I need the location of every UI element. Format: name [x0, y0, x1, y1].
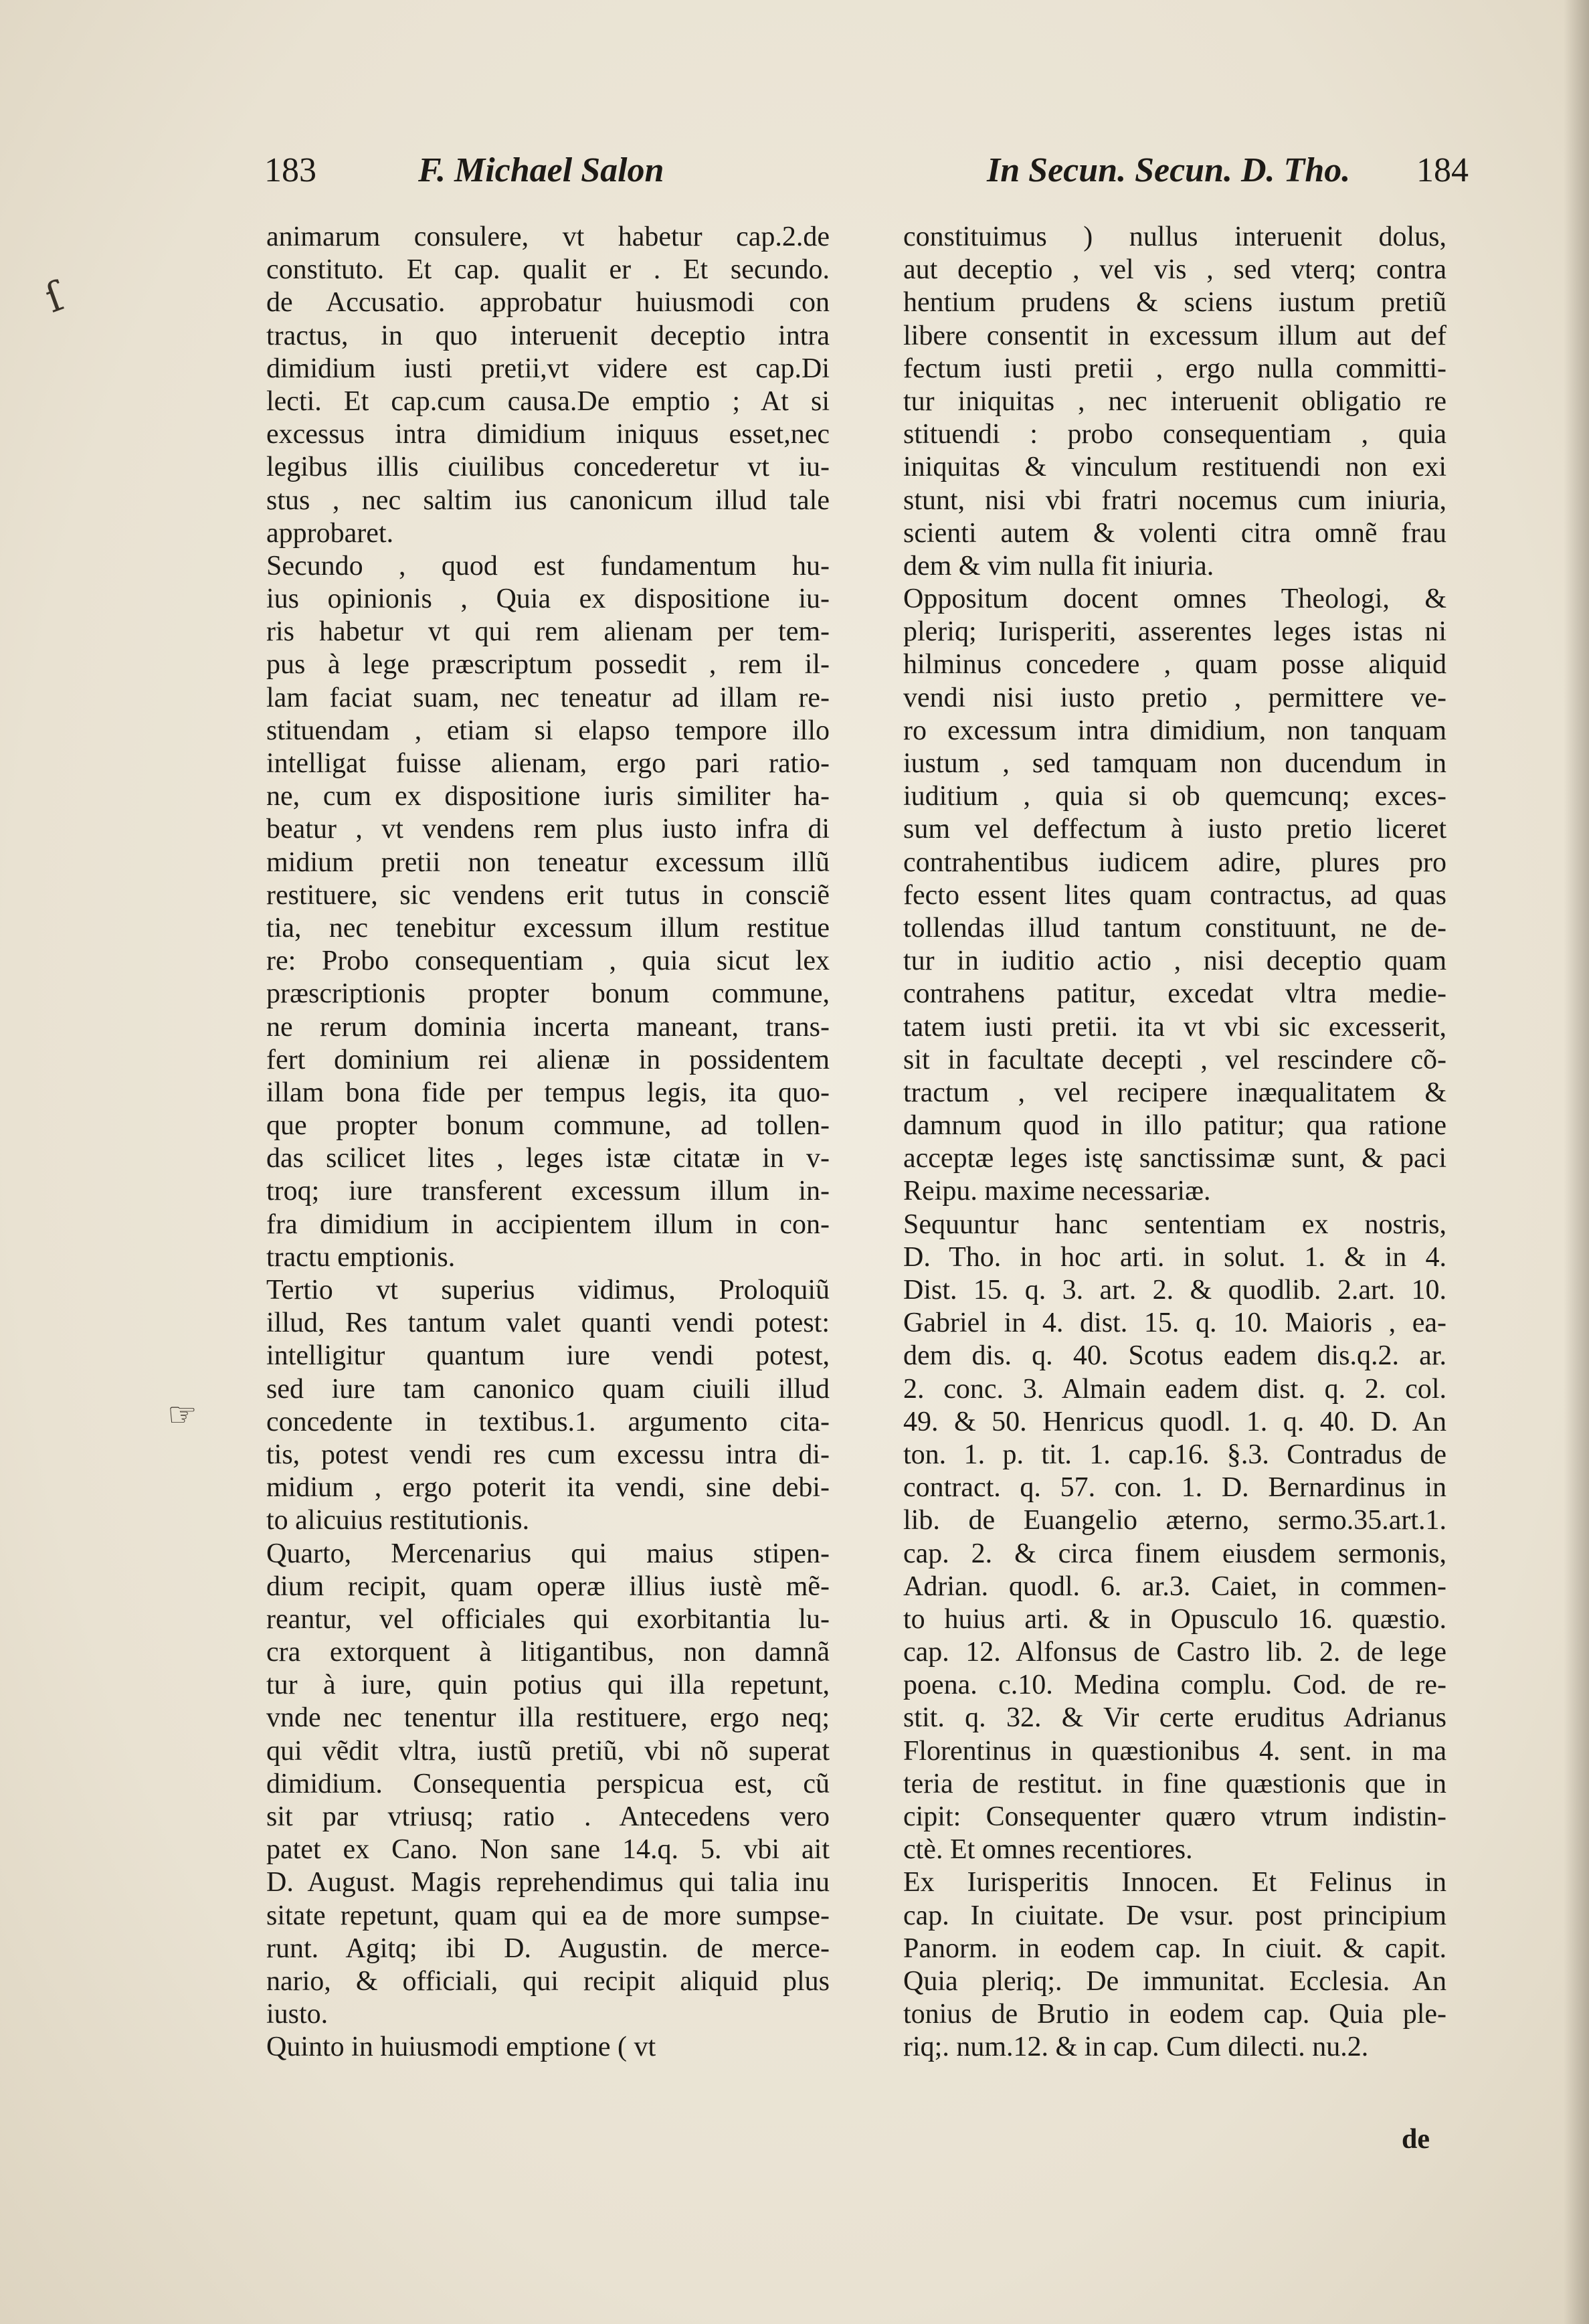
- text-line: excessus intra dimidium iniquus esset,nec: [266, 419, 830, 450]
- text-line: sed iure tam canonico quam ciuili illud: [266, 1373, 830, 1405]
- text-line: stus , nec saltim ius canonicum illud tale: [266, 484, 830, 516]
- text-line: vnde nec tenentur illa restituere, ergo neq;: [266, 1702, 830, 1734]
- text-line: D. August. Magis reprehendimus qui talia inu: [266, 1867, 830, 1898]
- text-line: vendi nisi iusto pretio , permittere ve-: [903, 682, 1446, 713]
- text-line: Sequuntur hanc sententiam ex nostris,: [903, 1209, 1446, 1240]
- text-line: dimidium. Consequentia perspicua est, cũ: [266, 1768, 830, 1799]
- text-line: constituto. Et cap. qualit er . Et secundo.: [266, 254, 830, 286]
- text-line: fra dimidium in accipientem illum in con-: [266, 1209, 830, 1240]
- text-line: nario, & officiali, qui recipit aliquid plus: [266, 1965, 830, 1997]
- text-line: acceptæ leges istę sanctissimæ sunt, & paci: [903, 1143, 1446, 1174]
- text-line: cap. 12. Alfonsus de Castro lib. 2. de lege: [903, 1637, 1446, 1668]
- text-line: das scilicet lites , leges istæ citatæ in v-: [266, 1143, 830, 1174]
- text-line: to alicuius restitutionis.: [266, 1505, 530, 1536]
- text-line: constituimus ) nullus interuenit dolus,: [903, 221, 1446, 252]
- text-line: contract. q. 57. con. 1. D. Bernardinus in: [903, 1472, 1446, 1504]
- text-line: cap. In ciuitate. De vsur. post principium: [903, 1900, 1446, 1931]
- text-line: tatem iusti pretii. ita vt vbi sic excesserit,: [903, 1011, 1446, 1043]
- text-line: fecto essent lites quam contractus, ad quas: [903, 879, 1446, 911]
- text-line: dem & vim nulla fit iniuria.: [903, 550, 1214, 582]
- text-line: Adrian. quodl. 6. ar.3. Caiet, in commen-: [903, 1571, 1446, 1602]
- text-line: stunt, nisi vbi fratri nocemus cum iniuria,: [903, 484, 1446, 516]
- text-line: ton. 1. p. tit. 1. cap.16. §.3. Contradus de: [903, 1439, 1446, 1470]
- text-line: Tertio vt superius vidimus, Proloquiũ: [266, 1275, 830, 1306]
- text-line: ne, cum ex dispositione iuris similiter ha-: [266, 781, 830, 812]
- text-line: Quia pleriq;. De immunitat. Ecclesia. An: [903, 1965, 1446, 1997]
- text-line: lam faciat suam, nec teneatur ad illam re-: [266, 682, 830, 713]
- text-line: reantur, vel officiales qui exorbitantia lu-: [266, 1603, 830, 1635]
- text-line: pleriq; Iurisperiti, asserentes leges istas ni: [903, 616, 1446, 648]
- text-line: midium pretii non teneatur excessum illũ: [266, 846, 830, 878]
- text-line: illam bona fide per tempus legis, ita quo-: [266, 1077, 830, 1108]
- text-line: sum vel deffectum à iusto pretio liceret: [903, 814, 1446, 845]
- text-line: contrahens patitur, excedat vltra medie-: [903, 978, 1446, 1010]
- author-name: F. Michael Salon: [418, 151, 664, 189]
- text-line: approbaret.: [266, 517, 394, 549]
- text-line: lecti. Et cap.cum causa.De emptio ; At si: [266, 385, 830, 417]
- text-line: libere consentit in excessum illum aut def: [903, 320, 1446, 351]
- text-line: 49. & 50. Henricus quodl. 1. q. 40. D. An: [903, 1406, 1446, 1437]
- margin-mark: ſ: [39, 273, 70, 323]
- text-line: ne rerum dominia incerta maneant, trans-: [266, 1011, 830, 1043]
- text-line: tractus, in quo interuenit deceptio intra: [266, 320, 830, 351]
- text-line: ctè. Et omnes recentiores.: [903, 1834, 1193, 1866]
- text-line: scienti autem & volenti citra omnẽ frau: [903, 517, 1446, 549]
- text-line: dium recipit, quam operæ illius iustè mẽ-: [266, 1571, 830, 1602]
- text-line: damnum quod in illo patitur; qua ratione: [903, 1110, 1446, 1142]
- text-line: Florentinus in quæstionibus 4. sent. in ma: [903, 1735, 1446, 1767]
- text-line: hentium prudens & sciens iustum pretiũ: [903, 287, 1446, 319]
- text-line: stituendi : probo consequentiam , quia: [903, 419, 1446, 450]
- text-line: tractum , vel recipere inæqualitatem &: [903, 1077, 1446, 1108]
- text-line: cipit: Consequenter quæro vtrum indistin-: [903, 1801, 1446, 1832]
- text-line: ius opinionis , Quia ex dispositione iu-: [266, 584, 830, 615]
- text-line: legibus illis ciuilibus concederetur vt iu-: [266, 452, 830, 483]
- right-text-column: [903, 221, 1446, 2064]
- text-line: beatur , vt vendens rem plus iusto infra di: [266, 814, 830, 845]
- text-line: tur in iuditio actio , nisi deceptio quam: [903, 946, 1446, 977]
- text-line: tractu emptionis.: [266, 1241, 456, 1273]
- text-line: que propter bonum commune, ad tollen-: [266, 1110, 830, 1142]
- text-line: cap. 2. & circa finem eiusdem sermonis,: [903, 1538, 1446, 1569]
- text-line: fectum iusti pretii , ergo nulla committi-: [903, 353, 1446, 384]
- text-line: Dist. 15. q. 3. art. 2. & quodlib. 2.art. 10.: [903, 1275, 1446, 1306]
- page-number-left: 183: [264, 151, 316, 189]
- text-line: iuditium , quia si ob quemcunq; exces-: [903, 781, 1446, 812]
- text-line: patet ex Cano. Non sane 14.q. 5. vbi ait: [266, 1834, 830, 1866]
- text-line: restituere, sic vendens erit tutus in consciẽ: [266, 879, 830, 911]
- text-line: lib. de Euangelio æterno, sermo.35.art.1.: [903, 1505, 1446, 1536]
- text-line: præscriptionis propter bonum commune,: [266, 978, 830, 1010]
- text-line: sit in facultate decepti , vel rescindere cõ-: [903, 1044, 1446, 1075]
- text-line: illud, Res tantum valet quanti vendi potest:: [266, 1308, 830, 1339]
- running-header: [264, 151, 1469, 204]
- text-line: to huius arti. & in Opusculo 16. quæstio.: [903, 1603, 1446, 1635]
- text-line: ro excessum intra dimidium, non tanquam: [903, 715, 1446, 746]
- text-line: de Accusatio. approbatur huiusmodi con: [266, 287, 830, 319]
- text-line: tia, nec tenebitur excessum illum restitue: [266, 912, 830, 944]
- text-line: Panorm. in eodem cap. In ciuit. & capit.: [903, 1933, 1446, 1964]
- text-line: stituendam , etiam si elapso tempore illo: [266, 715, 830, 746]
- text-line: contrahentibus iudicem adire, plures pro: [903, 846, 1446, 878]
- text-line: iusto.: [266, 1999, 329, 2030]
- text-line: tollendas illud tantum constituunt, ne de-: [903, 912, 1446, 944]
- left-text-column: [266, 221, 830, 2064]
- text-line: troq; iure transferent excessum illum in-: [266, 1176, 830, 1207]
- text-line: tis, potest vendi res cum excessu intra di-: [266, 1439, 830, 1470]
- text-line: pus à lege præscriptum possedit , rem il-: [266, 649, 830, 681]
- text-line: intelligat fuisse alienam, ergo pari ratio-: [266, 748, 830, 779]
- text-line: tonius de Brutio in eodem cap. Quia ple-: [903, 1999, 1446, 2030]
- text-line: iustum , sed tamquam non ducendum in: [903, 748, 1446, 779]
- text-line: qui vẽdit vltra, iustũ pretiũ, vbi nõ superat: [266, 1735, 830, 1767]
- text-line: intelligitur quantum iure vendi potest,: [266, 1340, 830, 1372]
- text-line: Quinto in huiusmodi emptione ( vt: [266, 2032, 656, 2063]
- text-line: midium , ergo poterit ita vendi, sine debi-: [266, 1472, 830, 1504]
- text-line: Ex Iurisperitis Innocen. Et Felinus in: [903, 1867, 1446, 1898]
- text-line: sit par vtriusq; ratio . Antecedens vero: [266, 1801, 830, 1832]
- margin-pointer-mark: ☞: [167, 1395, 197, 1434]
- text-line: riq;. num.12. & in cap. Cum dilecti. nu.2.: [903, 2032, 1369, 2063]
- text-line: sitate repetunt, quam qui ea de more sumpse-: [266, 1900, 830, 1931]
- text-line: concedente in textibus.1. argumento cita-: [266, 1406, 830, 1437]
- catchword: de: [1402, 2124, 1430, 2155]
- text-line: Oppositum docent omnes Theologi, &: [903, 584, 1446, 615]
- text-line: iniquitas & vinculum restituendi non exi: [903, 452, 1446, 483]
- text-line: Reipu. maxime necessariæ.: [903, 1176, 1211, 1207]
- text-line: D. Tho. in hoc arti. in solut. 1. & in 4.: [903, 1241, 1446, 1273]
- text-line: aut deceptio , vel vis , sed vterq; contra: [903, 254, 1446, 286]
- text-line: runt. Agitq; ibi D. Augustin. de merce-: [266, 1933, 830, 1964]
- text-line: Gabriel in 4. dist. 15. q. 10. Maioris , ea-: [903, 1308, 1446, 1339]
- text-line: stit. q. 32. & Vir certe eruditus Adrianus: [903, 1702, 1446, 1734]
- text-line: Secundo , quod est fundamentum hu-: [266, 550, 830, 582]
- text-line: ris habetur vt qui rem alienam per tem-: [266, 616, 830, 648]
- text-line: tur iniquitas , nec interuenit obligatio re: [903, 385, 1446, 417]
- text-line: poena. c.10. Medina complu. Cod. de re-: [903, 1670, 1446, 1701]
- text-line: tur à iure, quin potius qui illa repetunt,: [266, 1670, 830, 1701]
- page-edge-shadow: [1564, 0, 1589, 2324]
- text-line: re: Probo consequentiam , quia sicut lex: [266, 946, 830, 977]
- text-line: animarum consulere, vt habetur cap.2.de: [266, 221, 830, 252]
- text-line: Quarto, Mercenarius qui maius stipen-: [266, 1538, 830, 1569]
- text-line: dem dis. q. 40. Scotus eadem dis.q.2. ar.: [903, 1340, 1446, 1372]
- text-line: hilminus concedere , quam posse aliquid: [903, 649, 1446, 681]
- text-line: teria de restitut. in fine quæstionis que in: [903, 1768, 1446, 1799]
- running-head-title: In Secun. Secun. D. Tho.: [987, 151, 1351, 189]
- text-line: cra extorquent à litigantibus, non damnã: [266, 1637, 830, 1668]
- text-line: dimidium iusti pretii,vt videre est cap.Di: [266, 353, 830, 384]
- text-line: fert dominium rei alienæ in possidentem: [266, 1044, 830, 1075]
- page-number-right: 184: [1416, 151, 1469, 189]
- text-line: 2. conc. 3. Almain eadem dist. q. 2. col.: [903, 1373, 1446, 1405]
